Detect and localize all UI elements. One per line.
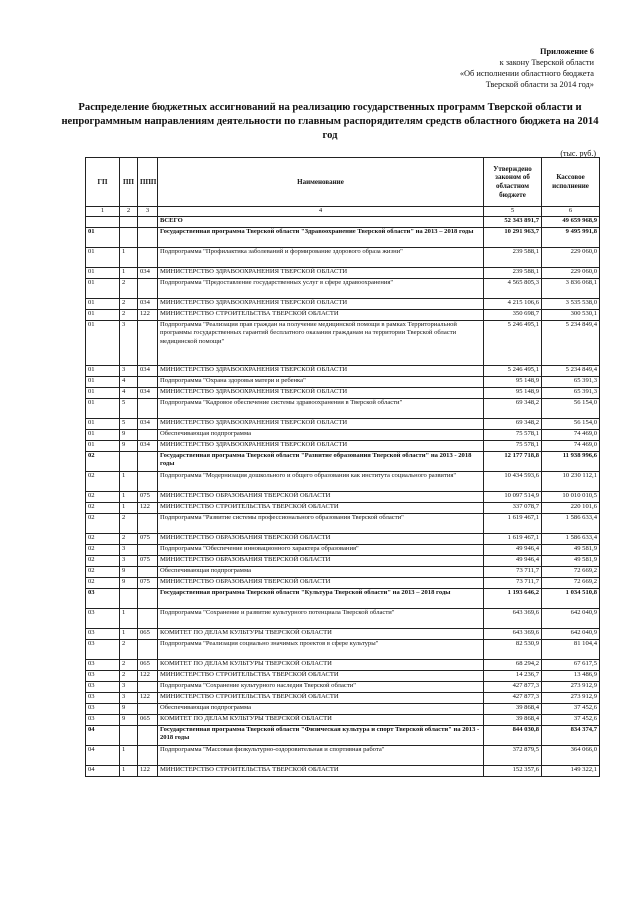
row-gp: 01 [86, 440, 120, 451]
row-ppp: 075 [138, 491, 158, 502]
index-cell: 5 [484, 207, 542, 217]
units-label: (тыс. руб.) [560, 149, 596, 158]
row-approved: 69 348,2 [484, 418, 542, 429]
row-executed: 1 586 633,4 [542, 533, 600, 544]
row-pp: 9 [120, 577, 138, 588]
table-row [86, 555, 600, 566]
row-ppp [138, 471, 158, 491]
row-executed: 229 060,0 [542, 267, 600, 278]
row-gp: 01 [86, 278, 120, 298]
row-name: МИНИСТЕРСТВО ЗДРАВООХРАНЕНИЯ ТВЕРСКОЙ ОБЛАСТИ [158, 267, 484, 278]
row-executed: 5 234 849,4 [542, 320, 600, 365]
row-pp: 1 [120, 765, 138, 776]
row-gp: 01 [86, 418, 120, 429]
row-ppp [138, 513, 158, 533]
index-cell: 1 [86, 207, 120, 217]
table-row [86, 429, 600, 440]
row-pp: 2 [120, 278, 138, 298]
row-pp: 1 [120, 471, 138, 491]
table-body [86, 216, 600, 776]
row-name: МИНИСТЕРСТВО ЗДРАВООХРАНЕНИЯ ТВЕРСКОЙ ОБЛАСТИ [158, 440, 484, 451]
row-pp: 9 [120, 714, 138, 725]
table-row [86, 692, 600, 703]
row-executed: 364 066,0 [542, 745, 600, 765]
row-executed: 3 535 538,0 [542, 298, 600, 309]
row-executed: 49 581,9 [542, 544, 600, 555]
row-name: МИНИСТЕРСТВО СТРОИТЕЛЬСТВА ТВЕРСКОЙ ОБЛАСТИ [158, 502, 484, 513]
table-row [86, 659, 600, 670]
row-executed: 56 154,0 [542, 418, 600, 429]
row-ppp [138, 681, 158, 692]
row-pp: 3 [120, 544, 138, 555]
row-ppp [138, 398, 158, 418]
row-approved: 239 588,1 [484, 267, 542, 278]
row-approved: 643 369,6 [484, 628, 542, 639]
row-name: МИНИСТЕРСТВО ОБРАЗОВАНИЯ ТВЕРСКОЙ ОБЛАСТИ [158, 533, 484, 544]
table-row [86, 544, 600, 555]
row-pp: 1 [120, 608, 138, 628]
row-name: МИНИСТЕРСТВО ОБРАЗОВАНИЯ ТВЕРСКОЙ ОБЛАСТИ [158, 577, 484, 588]
table-row [86, 227, 600, 247]
row-ppp: 034 [138, 418, 158, 429]
row-approved: 1 193 646,2 [484, 588, 542, 608]
row-executed: 149 322,1 [542, 765, 600, 776]
row-ppp: 034 [138, 298, 158, 309]
row-approved: 643 369,6 [484, 608, 542, 628]
table-row [86, 703, 600, 714]
row-gp: 01 [86, 247, 120, 267]
table-row [86, 267, 600, 278]
document-title: Распределение бюджетных ассигнований на реализацию государственных программ Тверской области и непрограммным направлениям деятельности по главным распорядителям средств областного бюджета на 2014 год [61, 102, 599, 141]
index-row [86, 207, 600, 217]
row-approved: 427 877,3 [484, 681, 542, 692]
row-executed: 56 154,0 [542, 398, 600, 418]
row-gp: 03 [86, 628, 120, 639]
row-pp [120, 725, 138, 745]
index-cell: 6 [542, 207, 600, 217]
row-name: Подпрограмма "Обеспечение инновационного характера образования" [158, 544, 484, 555]
row-approved: 10 434 593,6 [484, 471, 542, 491]
row-name: Подпрограмма "Сохранение культурного наследия Тверской области" [158, 681, 484, 692]
row-pp: 2 [120, 670, 138, 681]
row-pp: 9 [120, 440, 138, 451]
row-gp: 02 [86, 451, 120, 471]
row-pp: 2 [120, 513, 138, 533]
row-name: Подпрограмма "Реализация социально значимых проектов в сфере культуры" [158, 639, 484, 659]
row-approved: 75 578,1 [484, 440, 542, 451]
row-ppp [138, 376, 158, 387]
row-executed: 72 669,2 [542, 577, 600, 588]
row-executed: 9 495 991,8 [542, 227, 600, 247]
row-ppp [138, 227, 158, 247]
row-ppp: 122 [138, 692, 158, 703]
row-name: Обеспечивающая подпрограмма [158, 429, 484, 440]
row-executed: 49 659 968,9 [542, 216, 600, 227]
table-row [86, 513, 600, 533]
row-gp: 03 [86, 639, 120, 659]
table-row [86, 681, 600, 692]
row-name: МИНИСТЕРСТВО СТРОИТЕЛЬСТВА ТВЕРСКОЙ ОБЛАСТИ [158, 765, 484, 776]
table-row [86, 745, 600, 765]
row-executed: 300 530,1 [542, 309, 600, 320]
row-gp: 03 [86, 692, 120, 703]
row-gp: 03 [86, 703, 120, 714]
row-ppp [138, 278, 158, 298]
row-gp [86, 216, 120, 227]
row-name: МИНИСТЕРСТВО СТРОИТЕЛЬСТВА ТВЕРСКОЙ ОБЛАСТИ [158, 309, 484, 320]
row-pp: 4 [120, 387, 138, 398]
row-pp: 2 [120, 533, 138, 544]
row-pp [120, 451, 138, 471]
row-name: КОМИТЕТ ПО ДЕЛАМ КУЛЬТУРЫ ТВЕРСКОЙ ОБЛАСТИ [158, 659, 484, 670]
row-approved: 49 946,4 [484, 544, 542, 555]
row-name: МИНИСТЕРСТВО ОБРАЗОВАНИЯ ТВЕРСКОЙ ОБЛАСТИ [158, 491, 484, 502]
appendix-header [334, 46, 594, 90]
row-approved: 1 619 467,1 [484, 533, 542, 544]
row-approved: 10 291 963,7 [484, 227, 542, 247]
row-executed: 65 391,3 [542, 387, 600, 398]
appendix-line: «Об исполнении областного бюджета [459, 69, 594, 78]
row-name: МИНИСТЕРСТВО ЗДРАВООХРАНЕНИЯ ТВЕРСКОЙ ОБЛАСТИ [158, 298, 484, 309]
row-executed: 220 101,6 [542, 502, 600, 513]
row-ppp: 122 [138, 309, 158, 320]
row-approved: 4 565 805,3 [484, 278, 542, 298]
row-ppp: 034 [138, 267, 158, 278]
row-gp: 02 [86, 533, 120, 544]
row-executed: 5 234 849,4 [542, 365, 600, 376]
row-executed: 834 374,7 [542, 725, 600, 745]
row-ppp [138, 320, 158, 365]
row-gp: 02 [86, 491, 120, 502]
row-approved: 14 236,7 [484, 670, 542, 681]
row-name: ВСЕГО [158, 216, 484, 227]
row-ppp [138, 429, 158, 440]
row-name: Подпрограмма "Развитие системы профессионального образования Тверской области" [158, 513, 484, 533]
row-gp: 03 [86, 588, 120, 608]
row-approved: 68 294,2 [484, 659, 542, 670]
row-ppp [138, 544, 158, 555]
table-row [86, 440, 600, 451]
row-ppp: 034 [138, 365, 158, 376]
row-gp: 02 [86, 566, 120, 577]
row-gp: 03 [86, 714, 120, 725]
table-row [86, 628, 600, 639]
row-executed: 37 452,6 [542, 703, 600, 714]
row-executed: 11 938 996,6 [542, 451, 600, 471]
row-gp: 02 [86, 502, 120, 513]
row-pp: 5 [120, 418, 138, 429]
budget-table [85, 157, 600, 777]
row-gp: 01 [86, 309, 120, 320]
row-approved: 337 078,7 [484, 502, 542, 513]
row-name: Подпрограмма "Профилактика заболеваний и формирование здорового образа жизни" [158, 247, 484, 267]
row-pp: 3 [120, 365, 138, 376]
table-row [86, 387, 600, 398]
row-pp: 4 [120, 376, 138, 387]
row-approved: 95 148,9 [484, 387, 542, 398]
row-gp: 03 [86, 681, 120, 692]
row-gp: 02 [86, 577, 120, 588]
row-ppp [138, 216, 158, 227]
row-pp: 9 [120, 703, 138, 714]
row-pp: 2 [120, 639, 138, 659]
index-cell: 2 [120, 207, 138, 217]
row-executed: 72 669,2 [542, 566, 600, 577]
appendix-line: к закону Тверской области [499, 58, 594, 67]
row-ppp: 065 [138, 659, 158, 670]
row-approved: 82 530,9 [484, 639, 542, 659]
row-pp: 2 [120, 659, 138, 670]
row-ppp [138, 451, 158, 471]
row-ppp [138, 247, 158, 267]
row-approved: 73 711,7 [484, 566, 542, 577]
row-gp: 01 [86, 267, 120, 278]
table-row [86, 714, 600, 725]
row-approved: 95 148,9 [484, 376, 542, 387]
row-pp [120, 588, 138, 608]
row-approved: 49 946,4 [484, 555, 542, 566]
row-pp: 1 [120, 628, 138, 639]
row-executed: 81 104,4 [542, 639, 600, 659]
row-gp: 01 [86, 365, 120, 376]
table-row [86, 577, 600, 588]
row-name: Подпрограмма "Реализация прав граждан на получение медицинской помощи в рамках Территориальной программы государственных гарантий бесплатного оказания гражданам на территории Тверской области медицинской помощи" [158, 320, 484, 365]
table-row [86, 247, 600, 267]
row-name: Государственная программа Тверской области "Культура Тверской области" на 2013 – 2018 годы [158, 588, 484, 608]
row-name: Обеспечивающая подпрограмма [158, 566, 484, 577]
table-row [86, 533, 600, 544]
row-name: Подпрограмма "Сохранение и развитие культурного потенциала Тверской области" [158, 608, 484, 628]
row-name: Подпрограмма "Предоставление государственных услуг в сфере здравоохранения" [158, 278, 484, 298]
row-executed: 13 486,9 [542, 670, 600, 681]
table-row [86, 298, 600, 309]
header-approved: Утверждено законом об областном бюджете [484, 158, 542, 207]
row-ppp: 034 [138, 387, 158, 398]
row-pp: 3 [120, 320, 138, 365]
row-gp: 02 [86, 544, 120, 555]
row-approved: 39 868,4 [484, 714, 542, 725]
row-gp: 01 [86, 227, 120, 247]
row-ppp [138, 745, 158, 765]
row-name: МИНИСТЕРСТВО СТРОИТЕЛЬСТВА ТВЕРСКОЙ ОБЛАСТИ [158, 670, 484, 681]
row-ppp: 065 [138, 628, 158, 639]
row-gp: 01 [86, 429, 120, 440]
row-pp: 9 [120, 566, 138, 577]
row-approved: 844 030,8 [484, 725, 542, 745]
table-row [86, 471, 600, 491]
row-executed: 642 040,9 [542, 628, 600, 639]
row-approved: 372 879,5 [484, 745, 542, 765]
row-approved: 10 097 514,9 [484, 491, 542, 502]
table-row [86, 320, 600, 365]
row-executed: 1 586 633,4 [542, 513, 600, 533]
row-name: МИНИСТЕРСТВО ОБРАЗОВАНИЯ ТВЕРСКОЙ ОБЛАСТИ [158, 555, 484, 566]
row-pp: 1 [120, 491, 138, 502]
row-pp: 1 [120, 267, 138, 278]
row-gp: 01 [86, 398, 120, 418]
row-name: Подпрограмма "Кадровое обеспечение системы здравоохранения в Тверской области" [158, 398, 484, 418]
row-executed: 10 230 112,1 [542, 471, 600, 491]
row-gp: 02 [86, 555, 120, 566]
row-pp [120, 216, 138, 227]
row-approved: 69 348,2 [484, 398, 542, 418]
row-approved: 152 357,6 [484, 765, 542, 776]
row-pp: 1 [120, 247, 138, 267]
row-name: Подпрограмма "Охрана здоровья матери и ребенка" [158, 376, 484, 387]
row-executed: 642 040,9 [542, 608, 600, 628]
table-row [86, 418, 600, 429]
row-name: Обеспечивающая подпрограмма [158, 703, 484, 714]
row-pp: 2 [120, 298, 138, 309]
row-pp: 3 [120, 692, 138, 703]
row-ppp [138, 588, 158, 608]
row-gp: 02 [86, 471, 120, 491]
table-row [86, 278, 600, 298]
row-ppp: 065 [138, 714, 158, 725]
row-pp: 3 [120, 681, 138, 692]
row-ppp [138, 703, 158, 714]
row-executed: 273 912,9 [542, 681, 600, 692]
row-approved: 39 868,4 [484, 703, 542, 714]
table-row [86, 502, 600, 513]
row-ppp: 075 [138, 555, 158, 566]
row-executed: 37 452,6 [542, 714, 600, 725]
table-row [86, 588, 600, 608]
table-row [86, 670, 600, 681]
row-ppp [138, 566, 158, 577]
row-gp: 03 [86, 670, 120, 681]
table-row [86, 725, 600, 745]
row-name: МИНИСТЕРСТВО ЗДРАВООХРАНЕНИЯ ТВЕРСКОЙ ОБЛАСТИ [158, 418, 484, 429]
row-pp: 3 [120, 555, 138, 566]
header-pp: ПП [120, 158, 138, 207]
table-row [86, 398, 600, 418]
row-name: МИНИСТЕРСТВО ЗДРАВООХРАНЕНИЯ ТВЕРСКОЙ ОБЛАСТИ [158, 365, 484, 376]
row-executed: 74 469,0 [542, 429, 600, 440]
row-name: МИНИСТЕРСТВО СТРОИТЕЛЬСТВА ТВЕРСКОЙ ОБЛАСТИ [158, 692, 484, 703]
row-executed: 229 060,0 [542, 247, 600, 267]
header-row [86, 158, 600, 207]
header-name: Наименование [158, 158, 484, 207]
row-name: Подпрограмма "Массовая физкультурно-оздоровительная и спортивная работа" [158, 745, 484, 765]
row-ppp: 122 [138, 670, 158, 681]
header-executed: Кассовое исполнение [542, 158, 600, 207]
row-pp: 1 [120, 745, 138, 765]
row-executed: 67 617,5 [542, 659, 600, 670]
appendix-line: Тверской области за 2014 год» [485, 80, 594, 89]
appendix-line: Приложение 6 [539, 47, 594, 56]
row-ppp: 122 [138, 765, 158, 776]
row-name: Государственная программа Тверской области "Физическая культура и спорт Тверской области" на 2013 - 2018 годы [158, 725, 484, 745]
row-gp: 04 [86, 765, 120, 776]
row-ppp [138, 725, 158, 745]
row-approved: 5 246 495,1 [484, 320, 542, 365]
row-name: КОМИТЕТ ПО ДЕЛАМ КУЛЬТУРЫ ТВЕРСКОЙ ОБЛАСТИ [158, 628, 484, 639]
row-gp: 01 [86, 320, 120, 365]
row-approved: 12 177 718,8 [484, 451, 542, 471]
row-pp: 9 [120, 429, 138, 440]
index-cell: 3 [138, 207, 158, 217]
row-pp [120, 227, 138, 247]
table-row [86, 216, 600, 227]
row-gp: 04 [86, 725, 120, 745]
table-row [86, 608, 600, 628]
row-approved: 52 343 891,7 [484, 216, 542, 227]
row-pp: 2 [120, 309, 138, 320]
row-executed: 10 010 010,5 [542, 491, 600, 502]
header-ppp: ППП [138, 158, 158, 207]
row-approved: 350 698,7 [484, 309, 542, 320]
row-executed: 49 581,9 [542, 555, 600, 566]
row-approved: 5 246 495,1 [484, 365, 542, 376]
row-name: МИНИСТЕРСТВО ЗДРАВООХРАНЕНИЯ ТВЕРСКОЙ ОБЛАСТИ [158, 387, 484, 398]
row-gp: 02 [86, 513, 120, 533]
row-ppp: 075 [138, 577, 158, 588]
row-name: КОМИТЕТ ПО ДЕЛАМ КУЛЬТУРЫ ТВЕРСКОЙ ОБЛАСТИ [158, 714, 484, 725]
table-row [86, 765, 600, 776]
row-gp: 04 [86, 745, 120, 765]
table-row [86, 566, 600, 577]
row-pp: 1 [120, 502, 138, 513]
row-gp: 01 [86, 387, 120, 398]
row-approved: 1 619 467,1 [484, 513, 542, 533]
table-row [86, 491, 600, 502]
row-executed: 273 912,9 [542, 692, 600, 703]
row-ppp: 034 [138, 440, 158, 451]
row-ppp: 075 [138, 533, 158, 544]
row-gp: 03 [86, 659, 120, 670]
row-ppp [138, 639, 158, 659]
row-ppp [138, 608, 158, 628]
row-gp: 01 [86, 298, 120, 309]
row-name: Подпрограмма "Модернизация дошкольного и общего образования как института социального развития" [158, 471, 484, 491]
row-name: Государственная программа Тверской области "Развитие образования Тверской области" на 2013 - 2018 годы [158, 451, 484, 471]
table-row [86, 365, 600, 376]
header-gp: ГП [86, 158, 120, 207]
row-executed: 65 391,3 [542, 376, 600, 387]
row-gp: 01 [86, 376, 120, 387]
row-executed: 3 836 068,1 [542, 278, 600, 298]
row-approved: 427 877,3 [484, 692, 542, 703]
row-approved: 75 578,1 [484, 429, 542, 440]
table-row [86, 309, 600, 320]
row-approved: 239 588,1 [484, 247, 542, 267]
table-row [86, 639, 600, 659]
row-approved: 73 711,7 [484, 577, 542, 588]
row-pp: 5 [120, 398, 138, 418]
table-row [86, 451, 600, 471]
row-gp: 03 [86, 608, 120, 628]
row-approved: 4 215 106,6 [484, 298, 542, 309]
row-executed: 74 469,0 [542, 440, 600, 451]
row-name: Государственная программа Тверской области "Здравоохранение Тверской области" на 2013 – 2018 годы [158, 227, 484, 247]
index-cell: 4 [158, 207, 484, 217]
row-executed: 1 034 510,8 [542, 588, 600, 608]
row-ppp: 122 [138, 502, 158, 513]
table-row [86, 376, 600, 387]
